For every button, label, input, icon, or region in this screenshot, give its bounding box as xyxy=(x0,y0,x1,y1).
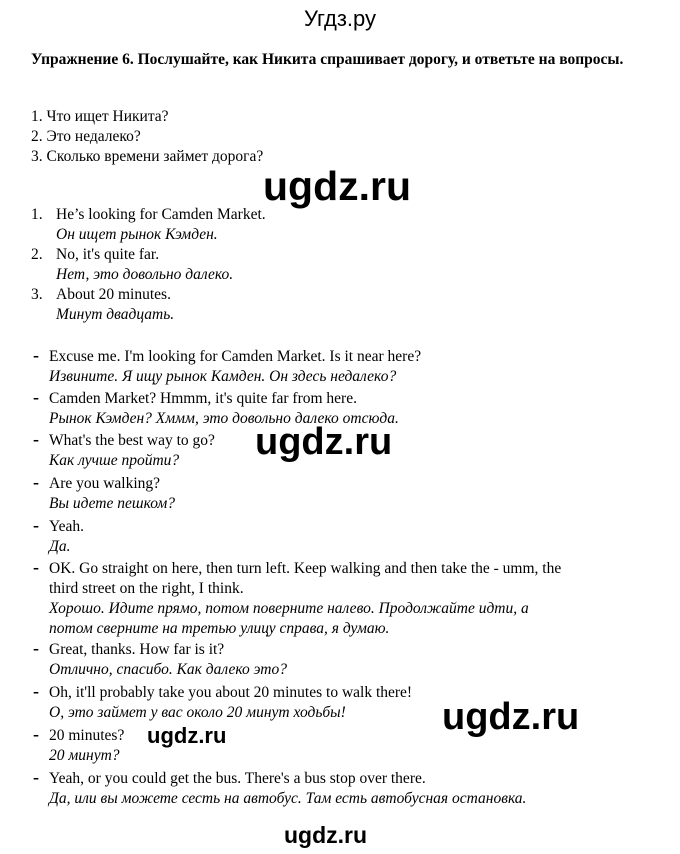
watermark: ugdz.ru xyxy=(284,822,368,848)
dialogue-line-translation: Вы идете пешком? xyxy=(49,495,176,512)
site-header: Угдз.ру xyxy=(303,6,377,31)
dialogue-line-translation: Рынок Кэмден? Хммм, это довольно далеко отсюда. xyxy=(49,410,399,427)
dialogue-dash: - xyxy=(33,681,39,701)
dialogue-line-english: OK. Go straight on here, then turn left. Keep walking and then take the - umm, the xyxy=(49,560,562,577)
dialogue-line-english: Yeah. xyxy=(49,518,85,535)
dialogue-dash: - xyxy=(33,767,39,787)
dialogue-line-english: Yeah, or you could get the bus. There's a bus stop over there. xyxy=(49,770,426,787)
dialogue-line-translation: О, это займет у вас около 20 минут ходьбы! xyxy=(49,704,346,721)
exercise-title: Упражнение 6. Послушайте, как Никита спрашивает дорогу, и ответьте на вопросы. xyxy=(31,51,624,68)
dialogue-line-english: What's the best way to go? xyxy=(49,432,215,449)
dialogue-dash: - xyxy=(33,429,39,449)
dialogue-dash: - xyxy=(33,724,39,744)
watermark: ugdz.ru xyxy=(147,723,227,748)
dialogue-line-translation: потом сверните на третью улицу справа, я думаю. xyxy=(49,620,390,637)
dialogue-line-translation: Да. xyxy=(49,538,71,555)
dialogue-line-english: Great, thanks. How far is it? xyxy=(49,641,225,658)
dialogue-line-english: Camden Market? Hmmm, it's quite far from here. xyxy=(49,390,357,407)
answer-number: 2. xyxy=(31,246,43,263)
dialogue-line-translation: Да, или вы можете сесть на автобус. Там есть автобусная остановка. xyxy=(49,790,527,807)
dialogue-dash: - xyxy=(33,638,39,658)
dialogue-line-translation: Хорошо. Идите прямо, потом поверните налево. Продолжайте идти, а xyxy=(49,600,529,617)
dialogue-line-translation: Отлично, спасибо. Как далеко это? xyxy=(49,661,287,678)
dialogue-line-english: Are you walking? xyxy=(49,475,161,492)
watermark: ugdz.ru xyxy=(442,696,580,738)
answer-number: 1. xyxy=(31,206,43,223)
dialogue-line-translation: Извините. Я ищу рынок Камден. Он здесь недалеко? xyxy=(49,368,397,385)
dialogue-line-english: Excuse me. I'm looking for Camden Market. Is it near here? xyxy=(49,348,422,365)
dialogue-line-translation: 20 минут? xyxy=(49,747,120,764)
answer-translation: Минут двадцать. xyxy=(56,306,175,323)
watermark: ugdz.ru xyxy=(255,421,393,463)
dialogue-dash: - xyxy=(33,387,39,407)
answer-translation: Нет, это довольно далеко. xyxy=(56,266,234,283)
dialogue-line-english: third street on the right, I think. xyxy=(49,580,244,597)
answer-english: He’s looking for Camden Market. xyxy=(56,206,266,223)
question-1: 1. Что ищет Никита? xyxy=(31,108,169,125)
dialogue-dash: - xyxy=(33,557,39,577)
dialogue-line-english: Oh, it'll probably take you about 20 minutes to walk there! xyxy=(49,684,413,701)
answer-english: About 20 minutes. xyxy=(56,286,171,303)
watermark: ugdz.ru xyxy=(263,163,412,209)
question-3: 3. Сколько времени займет дорога? xyxy=(31,148,264,165)
question-2: 2. Это недалеко? xyxy=(31,128,141,145)
dialogue-dash: - xyxy=(33,345,39,365)
dialogue-line-english: 20 minutes? xyxy=(49,727,125,744)
answer-english: No, it's quite far. xyxy=(56,246,160,263)
dialogue-dash: - xyxy=(33,515,39,535)
answer-number: 3. xyxy=(31,286,43,303)
answer-translation: Он ищет рынок Кэмден. xyxy=(56,226,218,243)
dialogue-dash: - xyxy=(33,472,39,492)
dialogue-line-translation: Как лучше пройти? xyxy=(49,452,180,469)
